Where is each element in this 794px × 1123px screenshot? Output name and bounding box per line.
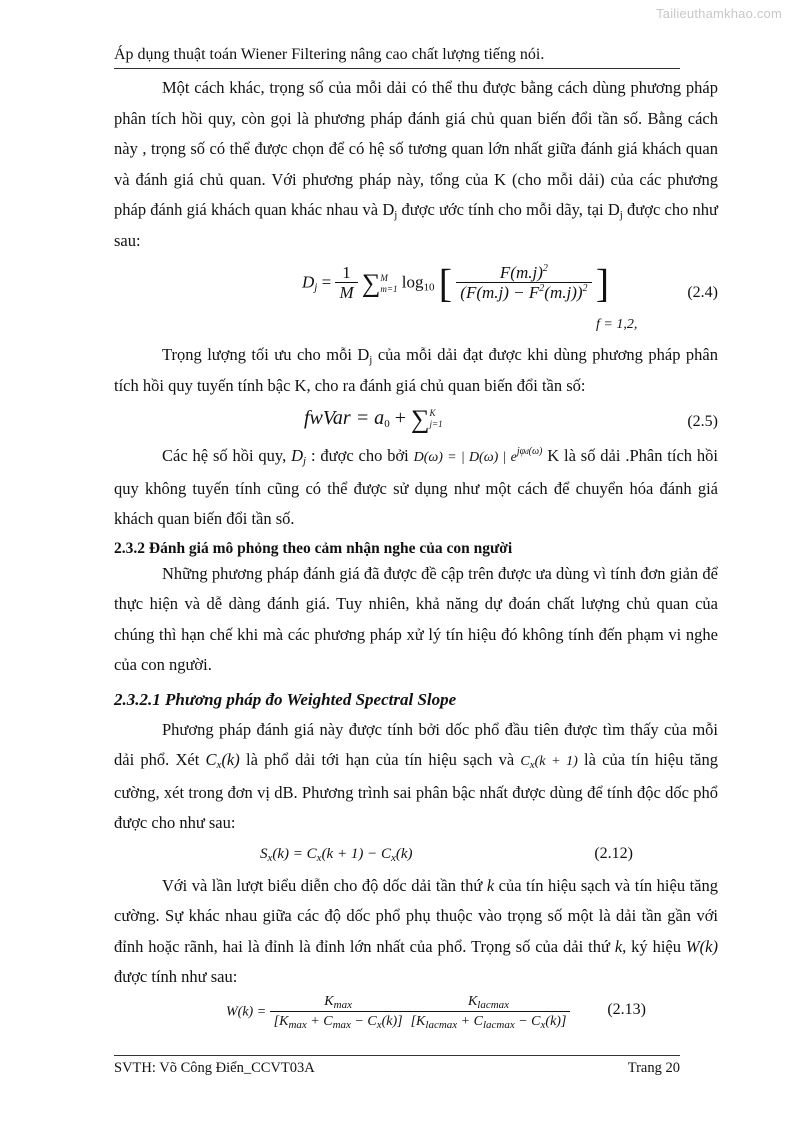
eq-main-denominator bbox=[456, 283, 591, 303]
eq-part: (k) bbox=[395, 845, 413, 862]
eq-lhs: W(k) = bbox=[226, 1004, 267, 1020]
eq-symbol: fwVar bbox=[304, 407, 351, 429]
paragraph-wss bbox=[114, 715, 718, 839]
eq-log-base: 10 bbox=[423, 281, 435, 294]
text-span: Với và lần lượt biểu diễn cho độ dốc dải tần thứ bbox=[162, 875, 487, 895]
subsection-heading: 2.3.2.1 Phương pháp đo Weighted Spectral Slope bbox=[114, 689, 457, 709]
eq-subscript: x bbox=[390, 851, 396, 864]
eq-subscript: j bbox=[314, 281, 318, 294]
inline-equation bbox=[413, 446, 543, 465]
equation-body bbox=[260, 839, 413, 870]
sum-symbol: ∑ bbox=[410, 404, 430, 434]
eq-subscript: max bbox=[333, 998, 352, 1011]
equation-2-5 bbox=[114, 401, 718, 441]
eq-bracket-open: [ bbox=[438, 260, 453, 306]
eq-subscript: max bbox=[288, 1018, 307, 1031]
eq-part: [K bbox=[410, 1013, 426, 1029]
paragraph-perception: Những phương pháp đánh giá đã được đề cập trên được ưa dùng vì tính đơn giản để thực hiện và dễ dàng đánh giá. Tuy nhiên, khả năng dự đoán chất lượng chủ quan của chúng thì hạn chế khi mà các phương pháp xử lý tín hiệu đó không tính đến phạm vi nghe của con người. bbox=[114, 563, 718, 674]
equation-number: (2.4) bbox=[687, 284, 718, 301]
text-span: được tính như sau: bbox=[114, 967, 238, 986]
eq-subscript: x bbox=[316, 851, 322, 864]
equation-2-4 bbox=[114, 256, 718, 340]
eq-fraction bbox=[335, 264, 357, 303]
text-span: C bbox=[520, 754, 530, 769]
equation-body bbox=[304, 403, 443, 434]
text-span: Trọng lượng tối ưu cho mỗi D bbox=[162, 345, 370, 364]
eq-part: S bbox=[260, 845, 268, 862]
eq-subscript: x bbox=[376, 1018, 382, 1031]
sum-upper: M bbox=[380, 272, 388, 283]
subscript: j bbox=[619, 209, 623, 221]
eq-part: (k + 1) − C bbox=[321, 845, 391, 862]
footer-author: SVTH: Võ Công Điển_CCVT03A bbox=[114, 1060, 315, 1076]
sum-lower: m=1 bbox=[380, 283, 398, 294]
footer-page-number: Trang 20 bbox=[627, 1060, 680, 1076]
subscript: j bbox=[369, 354, 373, 366]
eq-plus: + bbox=[389, 407, 411, 429]
text-span: Phương pháp đánh giá này được tính bởi dốc phổ đầu tiên được tìm thấy của mỗi dải phổ. Xét bbox=[114, 719, 718, 769]
eq-fraction-main bbox=[456, 264, 591, 303]
inline-eq-pow: jφ bbox=[516, 446, 526, 457]
header-divider bbox=[114, 68, 680, 69]
eq-subscript: lacmax bbox=[482, 1018, 515, 1031]
eq-part: [K bbox=[273, 1013, 289, 1029]
eq-subscript: max bbox=[332, 1018, 351, 1031]
eq-numerator bbox=[270, 993, 407, 1012]
eq-main-numerator bbox=[456, 264, 591, 283]
paragraph-optimal-weight bbox=[114, 340, 718, 401]
eq-part: + C bbox=[457, 1013, 483, 1029]
eq-den-pow2: 2 bbox=[582, 283, 588, 294]
equation-2-13 bbox=[114, 993, 718, 1043]
equation-number: (2.13) bbox=[607, 1000, 646, 1018]
text-span: k bbox=[614, 936, 623, 956]
eq-part: K bbox=[467, 993, 478, 1009]
paragraph-regression bbox=[114, 73, 718, 256]
text-span: của mỗi dải đạt được khi dùng phương pháp phân tích hồi quy tuyến tính bậc K, cho ra đánh giá chủ quan biến đổi tần số: bbox=[114, 345, 719, 395]
eq-subscript: x bbox=[267, 851, 273, 864]
eq-den-text: (F(m.j) − F bbox=[460, 283, 540, 302]
subscript: j bbox=[394, 209, 398, 221]
inline-eq-pow-sub: d bbox=[525, 448, 529, 456]
sum-limits bbox=[430, 408, 443, 430]
eq-part: − C bbox=[350, 1013, 377, 1029]
sum-symbol: ∑ bbox=[361, 268, 381, 298]
eq-part: + C bbox=[306, 1013, 333, 1029]
eq-fraction-1 bbox=[270, 993, 407, 1032]
equation-2-12 bbox=[114, 839, 718, 871]
eq-num-pow: 2 bbox=[542, 263, 548, 274]
inline-eq-pow-end: (ω) bbox=[528, 446, 543, 457]
text-span: là phổ dải tới hạn của tín hiệu sạch và bbox=[239, 750, 521, 769]
eq-subscript: x bbox=[540, 1018, 546, 1031]
eq-numerator: 1 bbox=[335, 264, 357, 283]
text-span: được ước tính cho mỗi dãy, tại D bbox=[397, 200, 620, 219]
eq-den-end: (m.j)) bbox=[544, 283, 583, 302]
text-span: (k) bbox=[221, 750, 240, 769]
eq-part: (k) = C bbox=[272, 845, 317, 862]
page-content bbox=[114, 73, 718, 1043]
text-span: C bbox=[205, 750, 217, 769]
eq-part: (k)] bbox=[545, 1013, 567, 1029]
text-span: Các hệ số hồi quy, bbox=[162, 446, 292, 465]
eq-condition: f = 1,2, bbox=[596, 317, 638, 332]
eq-bracket-close: ] bbox=[595, 260, 610, 306]
eq-den-pow: 2 bbox=[539, 283, 545, 294]
subscript: x bbox=[216, 759, 222, 771]
eq-part: − C bbox=[514, 1013, 541, 1029]
footer-divider bbox=[114, 1055, 680, 1056]
paragraph-slopes bbox=[114, 871, 718, 993]
text-span: được cho như sau: bbox=[114, 200, 718, 250]
eq-numerator bbox=[407, 993, 571, 1012]
sum-lower: j=1 bbox=[429, 419, 443, 430]
eq-symbol: D bbox=[302, 272, 315, 292]
equation-body bbox=[226, 993, 570, 1032]
text-span: Một cách khác, trọng số của mỗi dải có thể thu được bằng cách dùng phương pháp phân tích hồi quy, còn gọi là phương pháp đánh giá chủ quan biến đổi tần số. Bằng cách này , trọng số có thể được chọn để có hệ số tương quan lớn nhất giữa đánh giá khách quan và đánh giá chủ quan. Với phương pháp này, tổng của K (cho mỗi dải) của các phương pháp đánh giá khách quan khác nhau và D bbox=[114, 78, 718, 219]
eq-rhs: = a bbox=[350, 407, 385, 429]
section-heading: 2.3.2 Đánh giá mô phỏng theo cảm nhận nghe của con người bbox=[114, 539, 513, 557]
sum-limits bbox=[380, 273, 397, 295]
text-span: W(k) bbox=[685, 936, 718, 956]
eq-subscript: lacmax bbox=[425, 1018, 458, 1031]
eq-subscript: lacmax bbox=[477, 998, 510, 1011]
text-span: là của tín hiệu tăng cường, xét trong đơn vị dB. Phương trình sai phân bậc nhất được dùng để tính độc dốc phổ được cho như sau: bbox=[114, 750, 718, 832]
eq-fraction-2 bbox=[407, 993, 571, 1032]
eq-part: K bbox=[324, 993, 334, 1009]
sum-upper: K bbox=[429, 408, 436, 419]
text-span: k bbox=[486, 875, 495, 895]
text-span: (k + 1) bbox=[534, 754, 578, 769]
text-span: : được cho bởi bbox=[306, 446, 414, 465]
eq-denominator bbox=[407, 1012, 571, 1032]
inline-eq-text: D(ω) = | D(ω) | e bbox=[413, 450, 517, 465]
header-title: Áp dụng thuật toán Wiener Filtering nâng cao chất lượng tiếng nói. bbox=[114, 46, 545, 63]
subscript: j bbox=[303, 455, 307, 467]
eq-part: (k)] bbox=[381, 1013, 403, 1029]
eq-equals: = bbox=[321, 272, 332, 292]
eq-num-text: F(m.j) bbox=[499, 263, 543, 282]
equation-body bbox=[302, 260, 610, 306]
eq-subscript: 0 bbox=[384, 418, 390, 430]
text-span: K là số dải .Phân tích hồi quy không tuyến tính cũng có thể được sử dụng như một cách để chuyển hóa đánh giá khách quan biến đổi tần số. bbox=[114, 446, 718, 528]
eq-log: log bbox=[401, 272, 424, 292]
paragraph-coefficients bbox=[114, 441, 718, 535]
subscript: x bbox=[529, 759, 535, 771]
eq-denominator: M bbox=[339, 283, 354, 302]
equation-number: (2.5) bbox=[687, 413, 718, 430]
text-span: D bbox=[291, 446, 304, 465]
equation-number: (2.12) bbox=[594, 844, 633, 862]
eq-denominator bbox=[270, 1012, 407, 1032]
text-span: , ký hiệu bbox=[622, 936, 686, 956]
watermark: Tailieuthamkhao.com bbox=[656, 6, 782, 21]
text-span: của tín hiệu sạch và tín hiệu tăng cường. Sự khác nhau giữa các độ dốc phổ phụ thuộc vào trọng số một là dải tần gần với đỉnh hoặc rãnh, hai là đỉnh là đỉnh lớn nhất của phổ. Trọng số của dải thứ bbox=[114, 875, 718, 956]
inline-eq-power bbox=[517, 446, 543, 457]
